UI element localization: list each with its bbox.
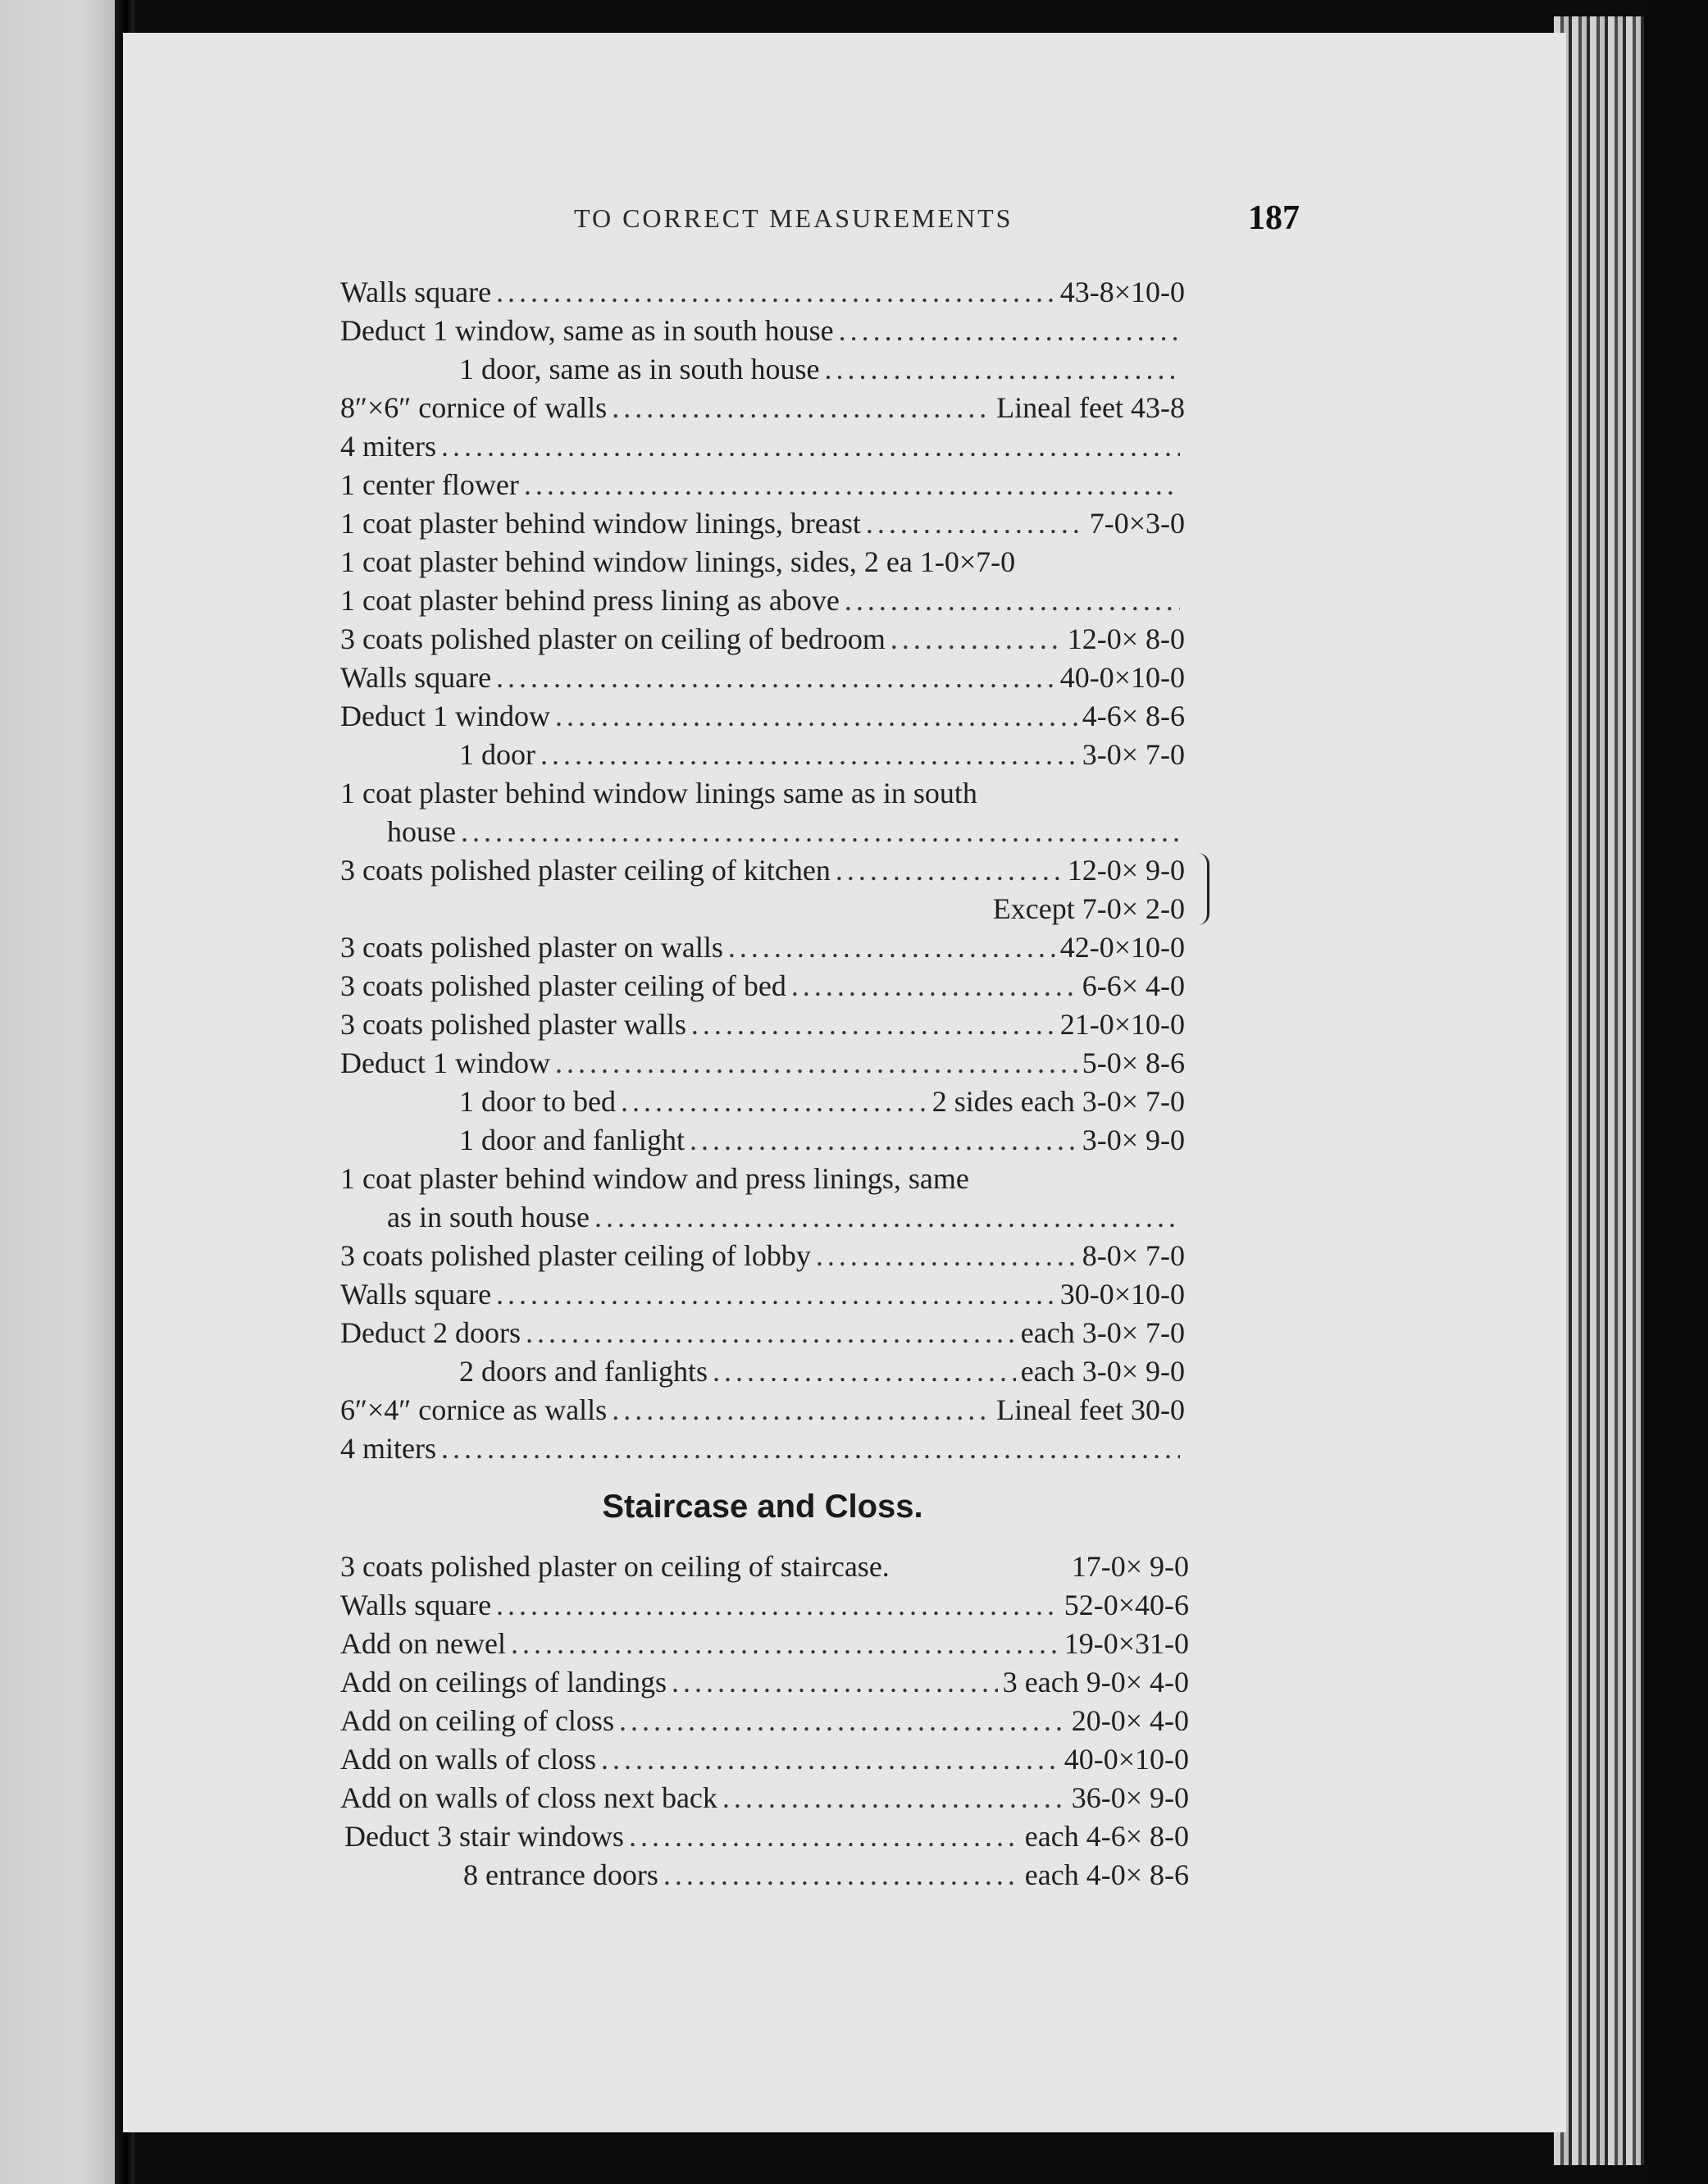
entry-measure: 40-0×10-0 (1059, 661, 1185, 694)
entry-line (340, 1276, 1185, 1312)
entry-text: 3 coats polished plaster on ceiling of staircase. (340, 1550, 890, 1583)
entry-measure: each 3-0× 9-0 (1020, 1355, 1185, 1388)
entry-line (340, 1392, 1185, 1428)
leader-dots (713, 1353, 1016, 1389)
entry-line (340, 390, 1185, 426)
section-line (344, 1818, 1189, 1854)
entry-measure: Lineal feet 43-8 (996, 391, 1185, 424)
leader-dots (845, 582, 1180, 618)
entry-measure: 40-0×10-0 (1064, 1743, 1189, 1776)
leader-dots (890, 621, 1063, 657)
entry-measure: 3-0× 9-0 (1082, 1124, 1185, 1156)
entry-line: 1 coat plaster behind window linings, sides, 2 ea 1-0×7-0 (340, 545, 1016, 578)
leader-dots (621, 1083, 927, 1119)
entry-text: Deduct 3 stair windows (344, 1820, 624, 1853)
entry-line (340, 312, 1185, 349)
entry-measure: 4-6× 8-6 (1082, 700, 1185, 732)
entry-line (340, 852, 1185, 888)
entry-line (340, 621, 1185, 657)
entry-line (340, 467, 1185, 503)
entry-text: 1 coat plaster behind window linings, breast (340, 507, 861, 540)
entry-text: Walls square (340, 1278, 492, 1311)
entry-line (340, 505, 1185, 541)
entry-text: 8″×6″ cornice of walls (340, 391, 608, 424)
entry-line (459, 1083, 1185, 1119)
entry-text: Deduct 1 window (340, 1046, 550, 1079)
leader-dots (441, 1430, 1180, 1466)
leader-dots (839, 312, 1180, 349)
page-number: 187 (1248, 199, 1300, 237)
entry-measure: 12-0× 9-0 (1067, 854, 1185, 887)
entry-text: 4 miters (340, 430, 436, 463)
entry-measure: 20-0× 4-0 (1071, 1704, 1189, 1737)
entry-line (340, 698, 1185, 734)
leader-dots (791, 968, 1077, 1004)
entry-measure: 8-0× 7-0 (1082, 1239, 1185, 1272)
entry-measure: 19-0×31-0 (1064, 1627, 1189, 1660)
entry-text: Add on newel (340, 1627, 506, 1660)
running-title: TO CORRECT MEASUREMENTS (574, 203, 1013, 233)
entry-line (340, 659, 1185, 695)
entry-line: 1 coat plaster behind window linings same as in south (340, 777, 977, 809)
entry-measure: 2 sides each 3-0× 7-0 (931, 1085, 1185, 1118)
entry-measure: 5-0× 8-6 (1082, 1046, 1185, 1079)
leader-dots (690, 1122, 1077, 1158)
entry-text: 3 coats polished plaster on walls (340, 931, 723, 964)
leader-dots (612, 390, 991, 426)
leader-dots (816, 1238, 1077, 1274)
entry-line (340, 1315, 1185, 1351)
entry-measure: 6-6× 4-0 (1082, 969, 1185, 1002)
entry-text: 3 coats polished plaster ceiling of kitchen (340, 854, 831, 887)
entry-measure: each 4-6× 8-0 (1024, 1820, 1189, 1853)
leader-dots (663, 1857, 1020, 1893)
leader-dots (866, 505, 1085, 541)
entry-text: Add on ceilings of landings (340, 1666, 667, 1698)
section-line (340, 1703, 1189, 1739)
entry-measure: 12-0× 8-0 (1067, 622, 1185, 655)
leader-dots (496, 1587, 1059, 1623)
entry-text: Walls square (340, 661, 492, 694)
leader-dots (461, 814, 1180, 850)
section-line (340, 1741, 1189, 1777)
entry-line (340, 582, 1185, 618)
entry-line (340, 968, 1185, 1004)
section-line (340, 1587, 1189, 1623)
entry-line (387, 814, 1185, 850)
running-head (574, 199, 1312, 244)
entry-text: 3 coats polished plaster on ceiling of bedroom (340, 622, 886, 655)
entry-measure: 21-0×10-0 (1059, 1008, 1185, 1041)
section-line (340, 1780, 1189, 1816)
entry-line (340, 1238, 1185, 1274)
leader-dots (825, 351, 1180, 387)
left-page-edge (0, 0, 115, 2184)
entry-text: Add on walls of closs next back (340, 1781, 717, 1814)
entry-measure: 3-0× 7-0 (1082, 738, 1185, 771)
entry-line (459, 1122, 1185, 1158)
entry-line (459, 736, 1185, 773)
entry-text: Deduct 1 window (340, 700, 550, 732)
entry-text: 1 center flower (340, 468, 519, 501)
leader-dots (555, 698, 1077, 734)
entry-text: Deduct 2 doors (340, 1316, 521, 1349)
section-line (463, 1857, 1189, 1893)
entry-text: 3 coats polished plaster walls (340, 1008, 686, 1041)
section-heading: Staircase and Closs. (602, 1489, 923, 1525)
entry-line (459, 351, 1185, 387)
entry-text: Add on ceiling of closs (340, 1704, 614, 1737)
leader-dots (836, 852, 1063, 888)
entry-text: as in south house (387, 1201, 590, 1233)
scan-background (1644, 0, 1708, 2184)
entry-text: house (387, 815, 456, 848)
leader-dots (526, 1315, 1016, 1351)
entry-measure: 43-8×10-0 (1059, 276, 1185, 308)
entry-line (340, 274, 1185, 310)
leader-dots (691, 1006, 1055, 1042)
entry-line (340, 1006, 1185, 1042)
entry-text: Walls square (340, 1589, 492, 1621)
entry-measure: 42-0×10-0 (1059, 931, 1185, 964)
entry-measure: 30-0×10-0 (1059, 1278, 1185, 1311)
entry-line (340, 1430, 1185, 1466)
entry-text: 6″×4″ cornice as walls (340, 1393, 608, 1426)
leader-dots (496, 1276, 1055, 1312)
page-edges (1554, 16, 1644, 2165)
entry-measure: 36-0× 9-0 (1071, 1781, 1189, 1814)
leader-dots (441, 428, 1180, 464)
entry-text: 1 door and fanlight (459, 1124, 685, 1156)
entry-text: 8 entrance doors (463, 1858, 658, 1891)
entry-line: 1 coat plaster behind window and press linings, same (340, 1162, 969, 1195)
section-line (340, 1548, 1189, 1584)
leader-dots (629, 1818, 1020, 1854)
leader-dots (555, 1045, 1077, 1081)
entry-measure: Lineal feet 30-0 (996, 1393, 1185, 1426)
entry-measure: each 4-0× 8-6 (1024, 1858, 1189, 1891)
entry-measure: 52-0×40-6 (1064, 1589, 1189, 1621)
entry-line (340, 929, 1185, 965)
grouping-brace (1191, 853, 1209, 925)
entry-line (387, 1199, 1185, 1235)
leader-dots (524, 467, 1180, 503)
leader-dots (672, 1664, 998, 1700)
entry-measure: 17-0× 9-0 (1071, 1550, 1189, 1583)
entry-text: 1 door (459, 738, 535, 771)
entry-text: 2 doors and fanlights (459, 1355, 708, 1388)
entry-measure: each 3-0× 7-0 (1020, 1316, 1185, 1349)
leader-dots (728, 929, 1055, 965)
leader-dots (601, 1741, 1059, 1777)
entry-line (459, 1353, 1185, 1389)
leader-dots (540, 736, 1077, 773)
entry-text: 1 coat plaster behind press lining as above (340, 584, 840, 617)
entry-measure: 7-0×3-0 (1089, 507, 1185, 540)
entry-text: 4 miters (340, 1432, 436, 1465)
entry-text: Walls square (340, 276, 492, 308)
entry-line (340, 428, 1185, 464)
leader-dots (722, 1780, 1067, 1816)
entry-text: 3 coats polished plaster ceiling of lobby (340, 1239, 811, 1272)
entry-text: 1 door, same as in south house (459, 353, 820, 385)
leader-dots (496, 274, 1055, 310)
entry-line (340, 1045, 1185, 1081)
entry-text: Add on walls of closs (340, 1743, 596, 1776)
entry-line: Except 7-0× 2-0 (992, 892, 1185, 925)
entry-text: 1 door to bed (459, 1085, 616, 1118)
leader-dots (511, 1625, 1059, 1662)
section-line (340, 1625, 1189, 1662)
leader-dots (612, 1392, 991, 1428)
entry-measure: 3 each 9-0× 4-0 (1002, 1666, 1189, 1698)
entry-text: 3 coats polished plaster ceiling of bed (340, 969, 786, 1002)
leader-dots (496, 659, 1055, 695)
section-line (340, 1664, 1189, 1700)
entry-text: Deduct 1 window, same as in south house (340, 314, 834, 347)
leader-dots (619, 1703, 1067, 1739)
leader-dots (594, 1199, 1180, 1235)
